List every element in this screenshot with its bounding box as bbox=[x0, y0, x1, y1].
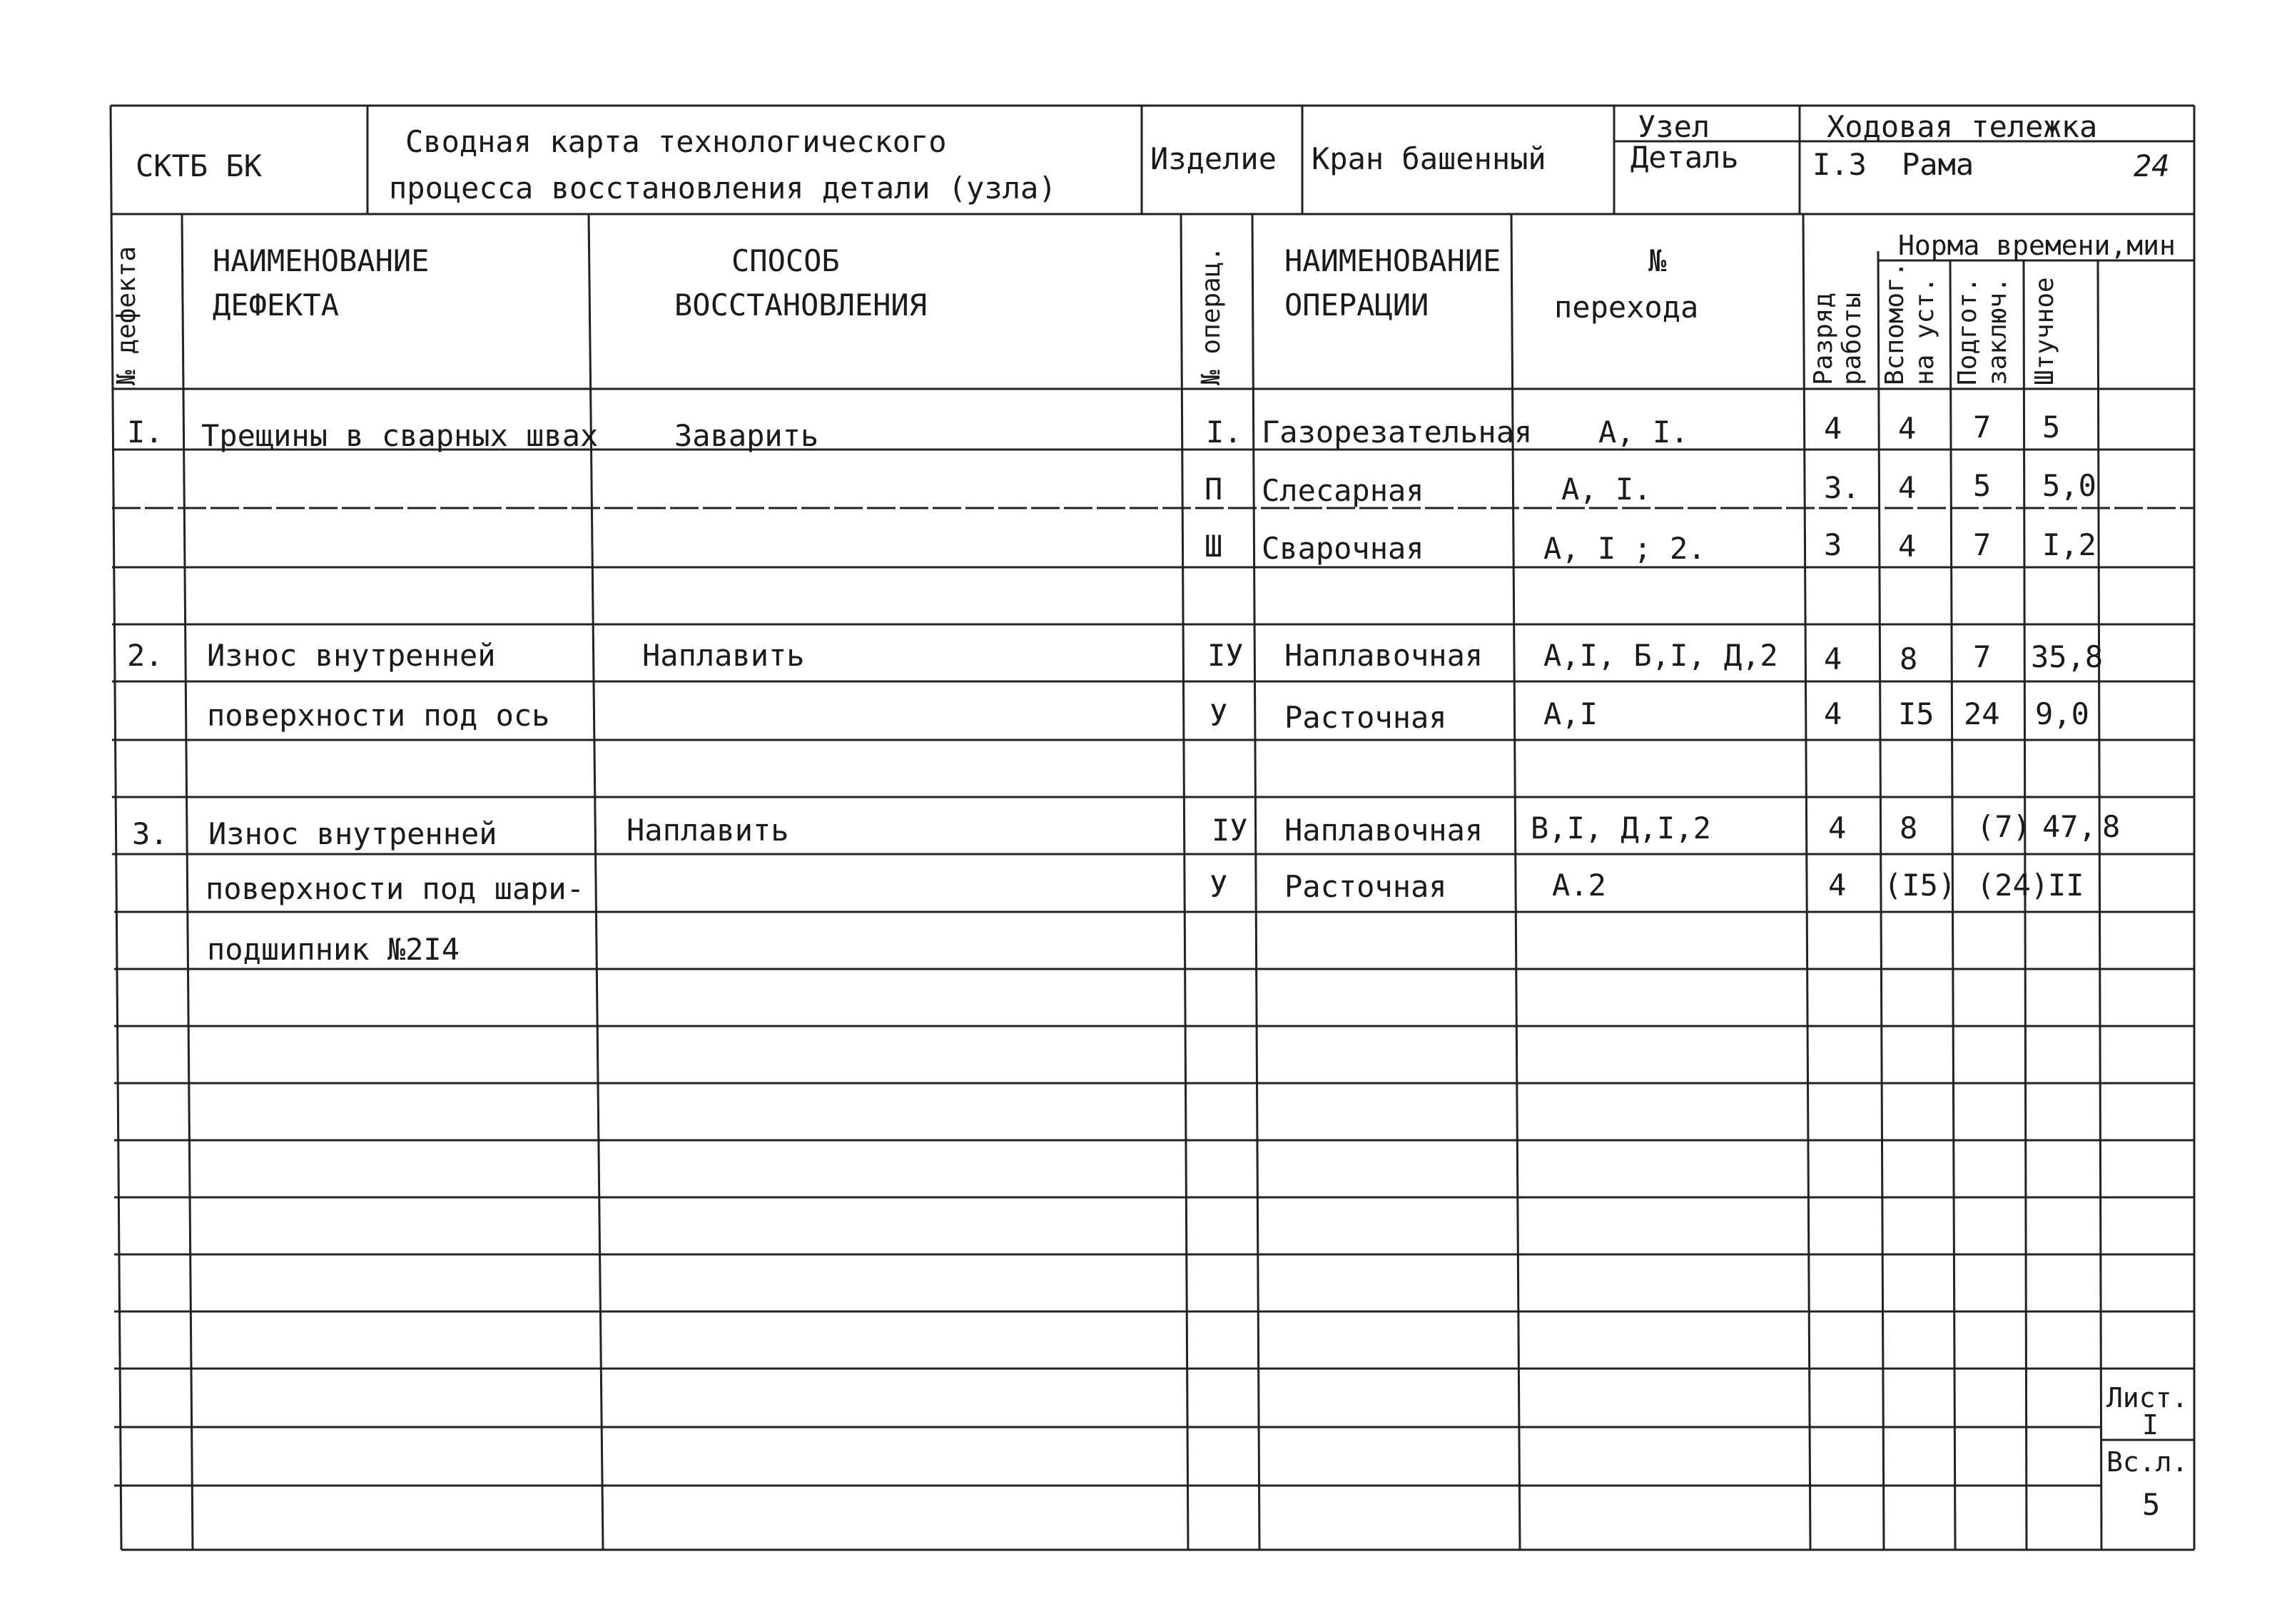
col-piece: Штучное bbox=[2030, 277, 2059, 385]
row-grade: 4 bbox=[1824, 411, 1842, 446]
col-transition-2: перехода bbox=[1554, 290, 1699, 325]
unit-label: Узел bbox=[1638, 109, 1710, 144]
row-transition: А, I. bbox=[1598, 415, 1689, 450]
row-method: Заварить bbox=[674, 418, 819, 453]
col-grade-1: Разряд bbox=[1809, 292, 1838, 385]
row-op-name: Наплавочная bbox=[1284, 813, 1484, 848]
row-grade: 4 bbox=[1824, 641, 1842, 676]
col-op-name-1: НАИМЕНОВАНИЕ bbox=[1284, 243, 1501, 278]
row-op-name: Слесарная bbox=[1262, 473, 1424, 508]
col-defect-no: № дефекта bbox=[112, 245, 141, 385]
part-code: I.3 bbox=[1812, 147, 1867, 182]
row-grade: 4 bbox=[1828, 868, 1847, 903]
col-transition-1: № bbox=[1648, 243, 1667, 278]
row-piece: 9,0 bbox=[2035, 696, 2089, 731]
product-label: Изделие bbox=[1150, 141, 1277, 176]
row-grade: 3. bbox=[1824, 470, 1860, 505]
row-op-name: Расточная bbox=[1284, 869, 1447, 904]
row-op-no: У bbox=[1209, 869, 1228, 904]
row-prep: 7 bbox=[1973, 410, 1992, 445]
col-op-name-2: ОПЕРАЦИИ bbox=[1284, 288, 1429, 323]
row-prep: 7 bbox=[1973, 639, 1992, 674]
row-op-no: У bbox=[1209, 698, 1228, 733]
row-defect: Износ внутренней bbox=[207, 638, 496, 673]
row-transition: А,I bbox=[1543, 696, 1598, 731]
row-aux: I5 bbox=[1898, 696, 1934, 731]
col-defect-name-2: ДЕФЕКТА bbox=[213, 288, 340, 323]
row-method: Наплавить bbox=[642, 638, 805, 673]
row-transition: А, I ; 2. bbox=[1543, 531, 1706, 566]
row-piece: II bbox=[2048, 868, 2084, 903]
doc-title-line2: процесса восстановления детали (узла) bbox=[389, 171, 1057, 205]
row-op-no: I. bbox=[1206, 415, 1242, 450]
row-aux: (I5) bbox=[1884, 868, 1957, 903]
row-defect: поверхности под ось bbox=[207, 698, 550, 733]
row-grade: 3 bbox=[1824, 527, 1842, 562]
row-prep: 24 bbox=[1964, 696, 2000, 731]
row-piece: 47, bbox=[2042, 809, 2096, 844]
row-op-no: IУ bbox=[1207, 638, 1244, 673]
row-piece: 5,0 bbox=[2042, 468, 2096, 503]
row-transition: А.2 bbox=[1552, 868, 1606, 903]
part-label: Деталь bbox=[1631, 140, 1739, 175]
row-grade: 4 bbox=[1828, 811, 1847, 846]
row-aux: 4 bbox=[1898, 411, 1917, 446]
row-defect-no: 2. bbox=[127, 638, 163, 673]
part-value: Рама bbox=[1902, 147, 1974, 182]
page-mark: 24 bbox=[2134, 148, 2170, 183]
row-grade: 4 bbox=[1824, 696, 1842, 731]
row-defect: подшипник №2I4 bbox=[207, 932, 460, 967]
row-aux: 4 bbox=[1898, 470, 1917, 505]
row-defect: Трещины в сварных швах bbox=[201, 418, 599, 453]
col-prep-1: Подгот. bbox=[1953, 277, 1982, 385]
row-aux: 8 bbox=[1900, 811, 1918, 846]
row-op-name: Газорезательная bbox=[1262, 415, 1533, 450]
unit-value: Ходовая тележка bbox=[1827, 109, 2098, 144]
row-prep: (7) bbox=[1977, 809, 2031, 844]
row-transition: А, I. bbox=[1561, 472, 1652, 507]
row-extra: 8 bbox=[2102, 809, 2121, 844]
row-defect: Износ внутренней bbox=[208, 816, 497, 851]
row-op-name: Наплавочная bbox=[1284, 638, 1484, 673]
row-op-no: IУ bbox=[1212, 813, 1248, 848]
row-aux: 8 bbox=[1900, 641, 1918, 676]
row-method: Наплавить bbox=[627, 813, 789, 848]
total-sheets-value: 5 bbox=[2142, 1487, 2161, 1522]
row-piece: 35,8 bbox=[2031, 639, 2104, 674]
row-defect: поверхности под шари- bbox=[206, 871, 585, 906]
row-aux: 4 bbox=[1898, 529, 1917, 564]
sheet-value: I bbox=[2142, 1409, 2159, 1441]
doc-title-line1: Сводная карта технологического bbox=[405, 124, 947, 159]
sheet-label: Лист. bbox=[2106, 1382, 2189, 1414]
row-piece: 5 bbox=[2042, 410, 2061, 445]
row-op-no: П bbox=[1205, 472, 1223, 507]
row-op-name: Сварочная bbox=[1262, 531, 1424, 566]
row-op-no: Ш bbox=[1205, 529, 1223, 564]
col-aux-1: Вспомог. bbox=[1880, 261, 1910, 385]
row-transition: В,I, Д,I,2 bbox=[1531, 811, 1711, 846]
col-time-norm: Норма времени,мин bbox=[1898, 230, 2176, 261]
col-method-2: ВОССТАНОВЛЕНИЯ bbox=[674, 288, 928, 323]
row-defect-no: I. bbox=[127, 415, 163, 450]
row-prep: 5 bbox=[1973, 468, 1992, 503]
row-prep: (24) bbox=[1977, 868, 2049, 903]
col-method-1: СПОСОБ bbox=[731, 243, 840, 278]
row-transition: А,I, Б,I, Д,2 bbox=[1543, 638, 1778, 673]
row-prep: 7 bbox=[1973, 527, 1992, 562]
row-defect-no: 3. bbox=[132, 816, 168, 851]
product-value: Кран башенный bbox=[1312, 141, 1546, 176]
col-op-no: № операц. bbox=[1197, 245, 1226, 385]
row-piece: I,2 bbox=[2042, 527, 2096, 562]
col-grade-2: работы bbox=[1837, 292, 1867, 385]
org-name: СКТБ БК bbox=[136, 148, 263, 183]
row-op-name: Расточная bbox=[1284, 700, 1447, 735]
total-sheets-label: Вс.л. bbox=[2106, 1446, 2189, 1478]
col-prep-2: заключ. bbox=[1983, 277, 2012, 385]
col-aux-2: на уст. bbox=[1910, 277, 1939, 385]
col-defect-name-1: НАИМЕНОВАНИЕ bbox=[213, 243, 430, 278]
